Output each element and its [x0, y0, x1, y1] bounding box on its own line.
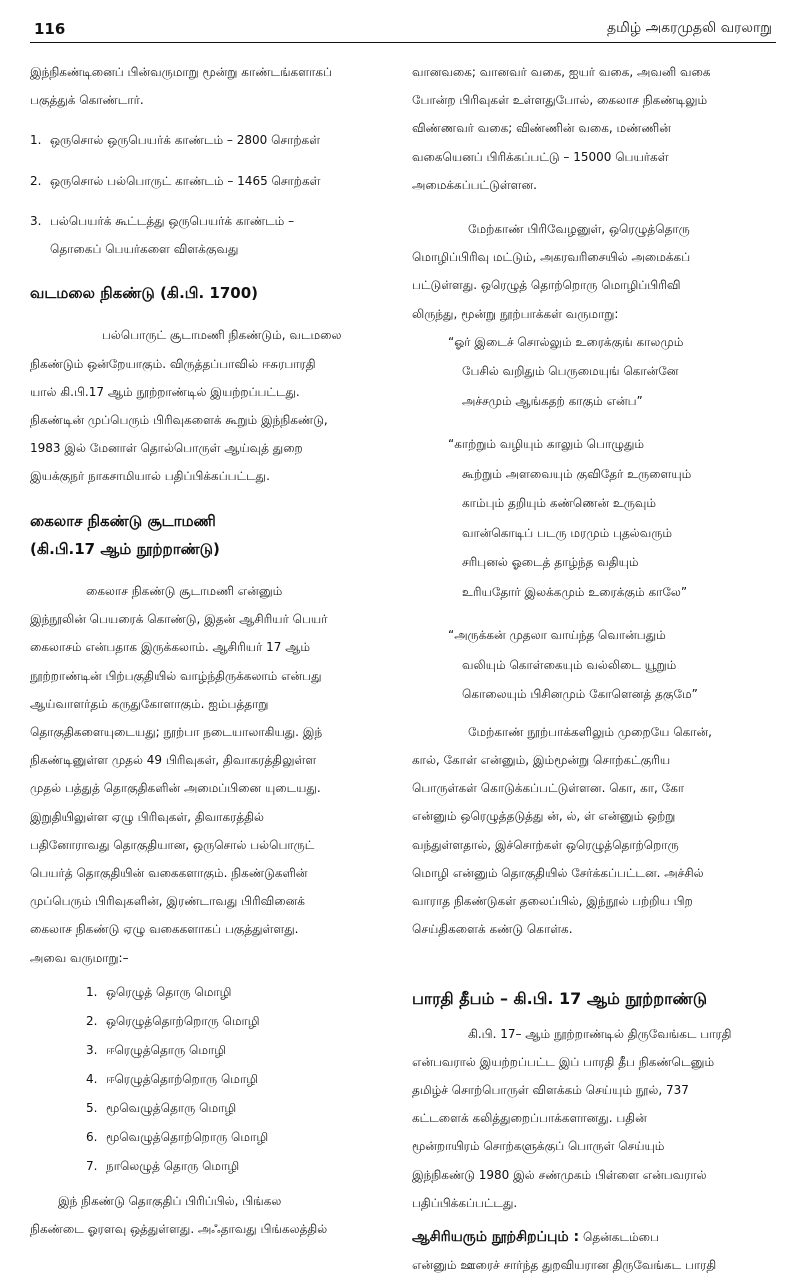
verse-block	[412, 328, 780, 710]
list-text: மூவெழுத்தொரு மொழி	[106, 1100, 237, 1115]
page-number: 116	[34, 20, 66, 38]
text-line: வகையெனப் பிரிக்கப்பட்டு – 15000 பெயர்கள்	[412, 149, 669, 164]
list-item	[86, 1065, 385, 1094]
text-line: 1983 இல் மேனாள் தொல்பொருள் ஆய்வுத் துறை	[30, 441, 303, 456]
text-line: நிகண்டினுள்ள முதல் 49 பிரிவுகள், திவாகரத்திலுள்ள	[30, 753, 317, 768]
verse-line: கொலையும் பிசினமும் கோளெனத் தகுமே”	[462, 687, 698, 702]
section-heading-bharathi: பாரதி தீபம் – கி.பி. 17 ஆம் நூற்றாண்டு	[412, 989, 708, 1009]
kailasa-list	[30, 978, 385, 1181]
text-line: பொருள்கள் கொடுக்கப்பட்டுள்ளன. கொ, கா, கோ	[412, 781, 685, 796]
text-line: மொழி என்னும் தொகுதியில் சேர்க்கப்பட்டன. அச்சில்	[412, 865, 704, 880]
text-line: இந்நிகண்டினைப் பின்வருமாறு மூன்று காண்டங்களாகப்	[30, 65, 332, 79]
text-line: விண்ணவர் வகை; விண்ணின் வகை, மண்ணின்	[412, 121, 671, 136]
text-line: இந் நிகண்டு தொகுதிப் பிரிப்பில், பிங்கல	[58, 1193, 282, 1208]
text-line: வானவகை; வானவர் வகை, ஐயர் வகை, அவனி வகை	[412, 65, 711, 79]
text-line: மேற்காண் நூற்பாக்களிலும் முறையே கொன்,	[468, 724, 712, 739]
text-line: தொகுதிகளையுடையது; நூற்பா நடையாலாகியது. இந்	[30, 725, 323, 740]
text-line: கைலாசம் என்பதாக இருக்கலாம். ஆசிரியர் 17 ஆம்	[30, 640, 311, 655]
text-line: என்னும் ஊரைச் சார்ந்த துறவியரான திருவேங்கட பாரதி	[412, 1258, 717, 1273]
text-line: மூன்றாயிரம் சொற்களுக்குப் பொருள் செய்யும்	[412, 1139, 665, 1154]
page-header	[30, 14, 776, 43]
text-line: நூற்றாண்டின் பிற்பகுதியில் வாழ்ந்திருக்கலாம் என்பது	[30, 668, 322, 683]
left-column	[30, 58, 385, 1243]
right-column	[412, 58, 780, 1279]
running-title: தமிழ் அகரமுதலி வரலாறு	[606, 20, 772, 36]
verse-line: “காற்றும் வழியும் காலும் பொழுதும்	[448, 437, 645, 452]
section-heading-vadamalai: வடமலை நிகண்டு (கி.பி. 1700)	[30, 284, 258, 303]
text-line: செய்திகளைக் கண்டு கொள்க.	[412, 922, 573, 937]
text-line: முதல் பத்துத் தொகுதிகளின் அமைப்பினை யுடையது.	[30, 781, 321, 796]
list-text: ஈரெழுத்தொற்றொரு மொழி	[106, 1071, 259, 1086]
list-text: மூவெழுத்தொற்றொரு மொழி	[106, 1129, 269, 1144]
text-line: கட்டளைக் கலித்துறைப்பாக்களானது. பதின்	[412, 1111, 647, 1126]
text-line: இயக்குநர் நாகசாமியால் பதிப்பிக்கப்பட்டது.	[30, 469, 270, 484]
text-line: என்னும் ஒரெழுத்தடுத்து ன், ல், ள் என்னும் ஒற்று	[412, 809, 676, 824]
text-line: கைலாச நிகண்டு ஏழு வகைகளாகப் பகுத்துள்ளது.	[30, 922, 299, 937]
text-line: ஆய்வாளர்தம் கருதுகோளாகும். ஐம்பத்தாறு	[30, 696, 269, 711]
text-line: நிகண்டும் ஒன்றேயாகும். விருத்தப்பாவில் ஈசுரபாரதி	[30, 356, 316, 371]
list-number: 1.	[30, 133, 42, 148]
list-text: பல்பெயர்க் கூட்டத்து ஒருபெயர்க் காண்டம் –	[50, 213, 295, 228]
list-item	[30, 207, 385, 235]
list-text: நாலெழுத் தொரு மொழி	[106, 1158, 240, 1173]
verse-line: “அருக்கன் முதலா வாய்ந்த வொன்பதும்	[448, 628, 666, 643]
list-item	[86, 978, 385, 1007]
list-item	[86, 1007, 385, 1036]
list-item	[86, 1123, 385, 1152]
list-number: 7.	[86, 1158, 98, 1173]
verse-line: வலியும் கொள்கையும் வல்லிடை யூறும்	[462, 657, 677, 672]
text-line: லிருந்து, மூன்று நூற்பாக்கள் வருமாறு:	[412, 306, 619, 321]
text-line: பதிப்பிக்கப்பட்டது.	[412, 1195, 518, 1210]
text-line: நிகண்டை ஓரளவு ஒத்துள்ளது. அஃதாவது பிங்கலத்தில்	[30, 1222, 328, 1237]
list-item	[30, 126, 385, 154]
verse-line: கூற்றும் அளவையும் குவிதேர் உருளையும்	[462, 466, 692, 481]
list-text: ஈரெழுத்தொரு மொழி	[106, 1042, 227, 1057]
list-number: 2.	[30, 173, 42, 188]
list-number: 2.	[86, 1013, 98, 1028]
text-line: யால் கி.பி.17 ஆம் நூற்றாண்டில் இயற்றப்பட்டது.	[30, 384, 300, 399]
text-line: அமைக்கப்பட்டுள்ளன.	[412, 177, 537, 192]
text-line: போன்ற பிரிவுகள் உள்ளதுபோல், கைலாச நிகண்டிலும்	[412, 93, 708, 108]
verse-line: “ஓர் இடைச் சொல்லும் உரைக்குங் காலமும்	[448, 334, 684, 349]
list-number: 5.	[86, 1100, 98, 1115]
text-line: வாராத நிகண்டுகள் தலைப்பில், இந்நூல் பற்றிய பிற	[412, 894, 693, 909]
text-line: அவை வருமாறு:–	[30, 950, 129, 965]
text-line: தமிழ்ச் சொற்பொருள் விளக்கம் செய்யும் நூல், 737	[412, 1083, 689, 1098]
text-line: மேற்காண் பிரிவேழனுள், ஒரெழுத்தொரு	[468, 222, 690, 237]
text-line: வந்துள்ளதால், இச்சொற்கள் ஒரெழுத்தொற்றொரு	[412, 837, 679, 852]
list-text: ஒரெழுத் தொரு மொழி	[106, 984, 232, 999]
text-line: பெயர்த் தொகுதியின் வகைகளாகும். நிகண்டுகளின்	[30, 866, 308, 881]
text-line: நிகண்டின் முப்பெரும் பிரிவுகளைக் கூறும் இந்நிகண்டு,	[30, 413, 328, 428]
list-item	[86, 1152, 385, 1181]
verse-line: அச்சமும் ஆங்கதற் காகும் என்ப”	[462, 393, 643, 408]
list-number: 3.	[30, 213, 42, 228]
list-number: 6.	[86, 1129, 98, 1144]
list-text: ஒருசொல் பல்பொருட் காண்டம் – 1465 சொற்கள்	[50, 173, 321, 188]
section-heading-kailasa: கைலாச நிகண்டு சூடாமணி	[30, 511, 216, 530]
verse-line: காம்பும் தறியும் கண்ணென் உருவும்	[462, 496, 657, 511]
text-line	[412, 1223, 780, 1251]
text-line: பட்டுள்ளது. ஒரெழுத் தொற்றொரு மொழிப்பிரிவி	[412, 278, 681, 293]
list-text: ஒருசொல் ஒருபெயர்க் காண்டம் – 2800 சொற்கள்	[50, 133, 321, 148]
text-line: தொகைப் பெயர்களை விளக்குவது	[50, 242, 239, 257]
text-line: மொழிப்பிரிவு மட்டும், அகரவரிசையில் அமைக்கப்	[412, 250, 691, 265]
list-item	[86, 1036, 385, 1065]
text-line: பல்பொருட் சூடாமணி நிகண்டும், வடமலை	[102, 328, 342, 343]
list-text: ஒரெழுத்தொற்றொரு மொழி	[106, 1013, 260, 1028]
text-line: இந்நூலின் பெயரைக் கொண்டு, இதன் ஆசிரியர் பெயர்	[30, 612, 328, 627]
run-in-text: தென்கடம்பை	[579, 1230, 659, 1245]
text-line: பகுத்துக் கொண்டார்.	[30, 93, 144, 108]
list-item	[86, 1094, 385, 1123]
verse-line: உரியதோர் இலக்கமும் உரைக்கும் காலே”	[462, 584, 688, 599]
text-line: கி.பி. 17– ஆம் நூற்றாண்டில் திருவேங்கட பாரதி	[468, 1026, 732, 1041]
verse-line: வான்கொடிப் படரு மரமும் புதல்வரும்	[462, 525, 673, 540]
text-line: முப்பெரும் பிரிவுகளின், இரண்டாவது பிரிவினைக்	[30, 894, 305, 909]
text-line: என்பவரால் இயற்றப்பட்ட இப் பாரதி தீப நிகண்டெனும்	[412, 1054, 715, 1069]
text-line: கால், கோள் என்னும், இம்மூன்று சொற்கட்குரிய	[412, 753, 671, 768]
list-number: 4.	[86, 1071, 98, 1086]
section-subheading-kailasa: (கி.பி.17 ஆம் நூற்றாண்டு)	[30, 539, 220, 558]
list-item	[30, 167, 385, 195]
list-number: 1.	[86, 984, 98, 999]
text-line: இந்நிகண்டு 1980 இல் சண்முகம் பிள்ளை என்பவரால்	[412, 1167, 707, 1182]
text-line: இறுதியிலுள்ள ஏழு பிரிவுகள், திவாகரத்தில்	[30, 809, 264, 824]
verse-line: சரிபுனல் ஓடைத் தாழ்ந்த வதியும்	[462, 555, 639, 570]
run-in-heading: ஆசிரியரும் நூற்சிறப்பும் :	[412, 1229, 580, 1246]
text-line: கைலாச நிகண்டு சூடாமணி என்னும்	[86, 584, 283, 599]
text-line: பதினோராவது தொகுதியான, ஒருசொல் பல்பொருட்	[30, 837, 315, 852]
list-number: 3.	[86, 1042, 98, 1057]
verse-line: பேசில் வறிதும் பெருமையுங் கொன்னே	[462, 364, 679, 379]
